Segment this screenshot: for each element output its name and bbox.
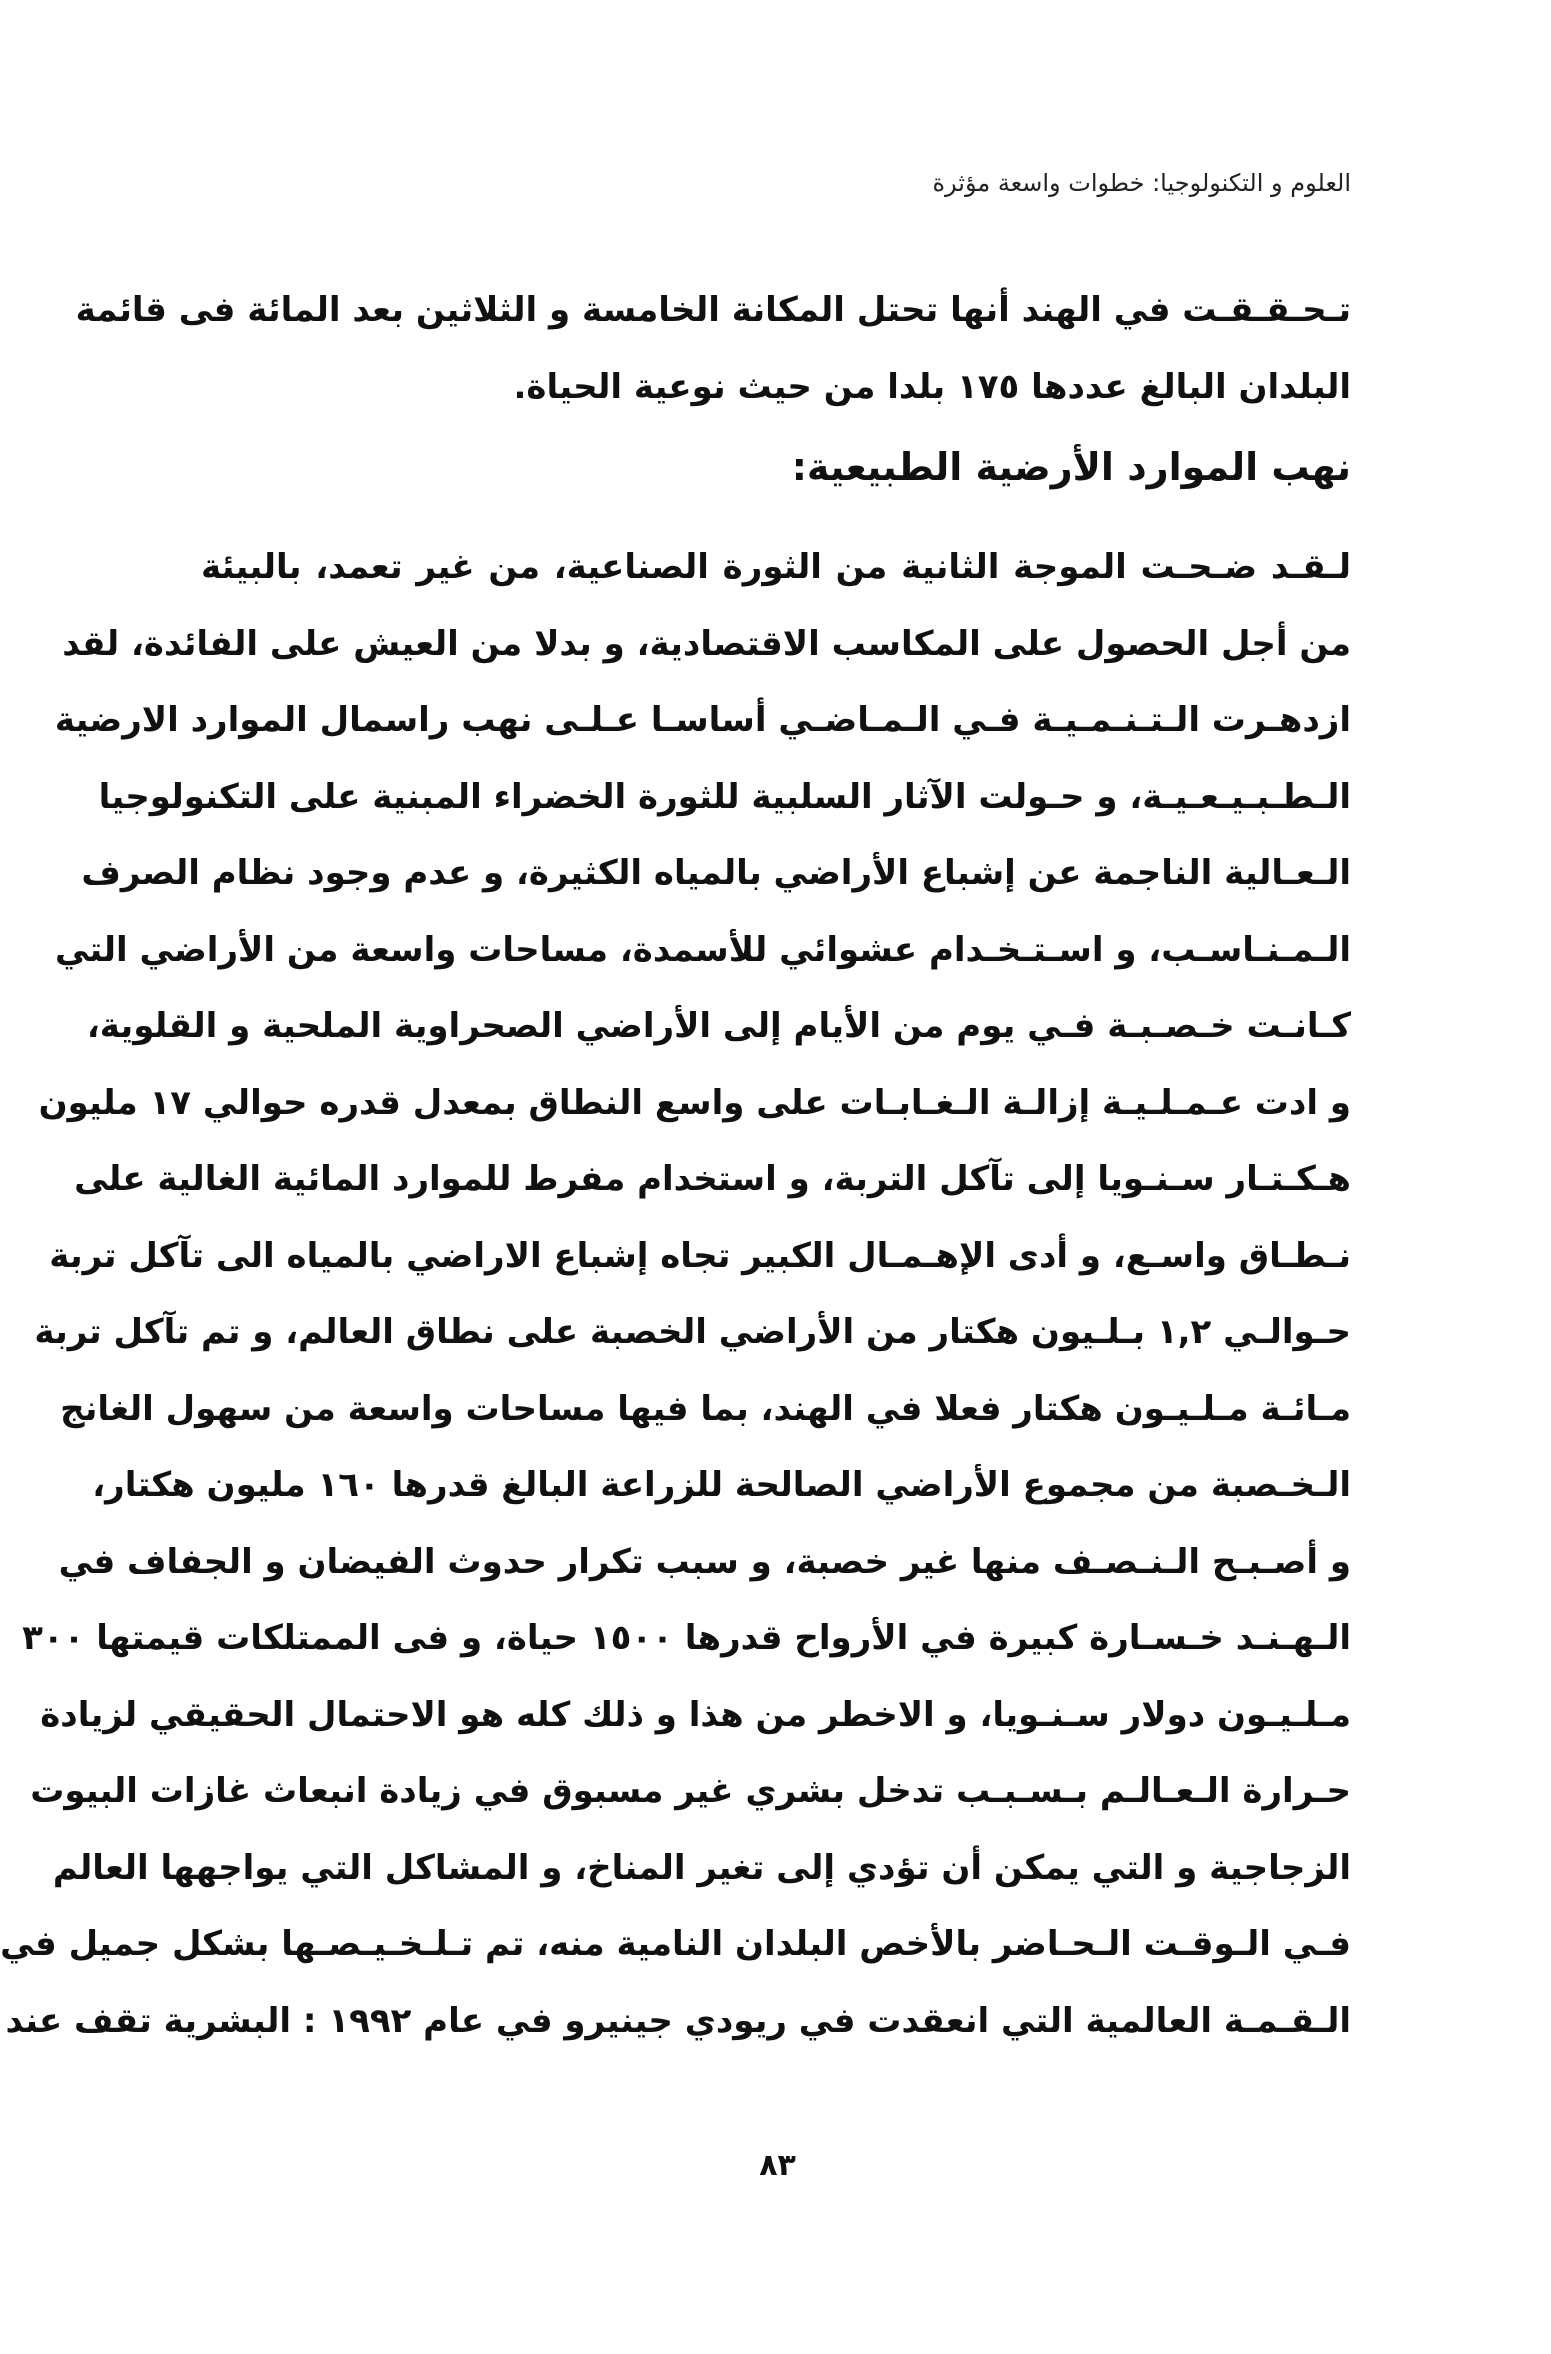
text-line: حـوالـي ١,٢ بـلـيون هكتار من الأراضي الخصبة على نطاق العالم، و تم تآكل تربة — [34, 1312, 1351, 1352]
section-heading: نهب الموارد الأرضية الطبيعية: — [791, 445, 1351, 489]
text-line: الـخـصبة من مجموع الأراضي الصالحة للزراعة البالغ قدرها ١٦٠ مليون هكتار، — [92, 1465, 1351, 1505]
text-line: البلدان البالغ عددها ١٧٥ بلدا من حيث نوعية الحياة. — [513, 366, 1351, 407]
text-line: ازدهـرت الـتـنـمـيـة فـي الـمـاضـي أساسـا عـلـى نهب راسمال الموارد الارضية — [54, 700, 1351, 740]
text-line: فـي الـوقـت الـحـاضر بالأخص البلدان النامية منه، تم تـلـخـيـصـها بشكل جميل في — [0, 1924, 1351, 1964]
text-line: الـمـنـاسـب، و اسـتـخـدام عشوائي للأسمدة، مساحات واسعة من الأراضي التي — [55, 929, 1351, 970]
page-number: ٨٣ — [759, 2148, 796, 2183]
text-line: الـعـالية الناجمة عن إشباع الأراضي بالمياه الكثيرة، و عدم وجود نظام الصرف — [81, 853, 1351, 893]
text-line: حـرارة الـعـالـم بـسـبـب تدخل بشري غير مسبوق في زيادة انبعاث غازات البيوت — [30, 1771, 1351, 1811]
text-line: مـلـيـون دولار سـنـويا، و الاخطر من هذا و ذلك كله هو الاحتمال الحقيقي لزيادة — [40, 1694, 1351, 1735]
text-line: و أصـبـح الـنـصـف منها غير خصبة، و سبب تكرار حدوث الفيضان و الجفاف في — [58, 1541, 1351, 1582]
running-head: العلوم و التكنولوجيا: خطوات واسعة مؤثرة — [932, 169, 1351, 197]
page-content — [0, 272, 1351, 2059]
text-line: الـطـبـيـعـيـة، و حـولت الآثار السلبية للثورة الخضراء المبنية على التكنولوجيا — [98, 776, 1351, 817]
text-line: لـقـد ضـحـت الموجة الثانية من الثورة الصناعية، من غير تعمد، بالبيئة — [201, 547, 1351, 587]
text-line: الـقـمـة العالمية التي انعقدت في ريودي جينيرو في عام ١٩٩٢ : البشرية تقف عند — [5, 2000, 1351, 2041]
intro-paragraph — [75, 272, 1351, 425]
text-line: مـائـة مـلـيـون هكتار فعلا في الهند، بما فيها مساحات واسعة من سهول الغانج — [60, 1388, 1351, 1429]
text-line: هـكـتـار سـنـويا إلى تآكل التربة، و استخدام مفرط للموارد المائية الغالية على — [74, 1159, 1351, 1199]
body-paragraph — [0, 529, 1351, 2059]
text-line: تـحـقـقـت في الهند أنها تحتل المكانة الخامسة و الثلاثين بعد المائة فى قائمة — [75, 290, 1351, 330]
text-line: كـانـت خـصـبـة فـي يوم من الأيام إلى الأراضي الصحراوية الملحية و القلوية، — [86, 1006, 1351, 1046]
text-line: من أجل الحصول على المكاسب الاقتصادية، و بدلا من العيش على الفائدة، لقد — [62, 623, 1351, 664]
text-line: الـهـنـد خـسـارة كبيرة في الأرواح قدرها ١٥٠٠ حياة، و فى الممتلكات قيمتها ٣٠٠ — [22, 1618, 1351, 1658]
text-line: الزجاجية و التي يمكن أن تؤدي إلى تغير المناخ، و المشاكل التي يواجهها العالم — [52, 1847, 1351, 1888]
text-line: نـطـاق واسـع، و أدى الإهـمـال الكبير تجاه إشباع الاراضي بالمياه الى تآكل تربة — [49, 1235, 1351, 1276]
text-line: و ادت عـمـلـيـة إزالـة الـغـابـات على واسع النطاق بمعدل قدره حوالي ١٧ مليون — [38, 1082, 1351, 1123]
